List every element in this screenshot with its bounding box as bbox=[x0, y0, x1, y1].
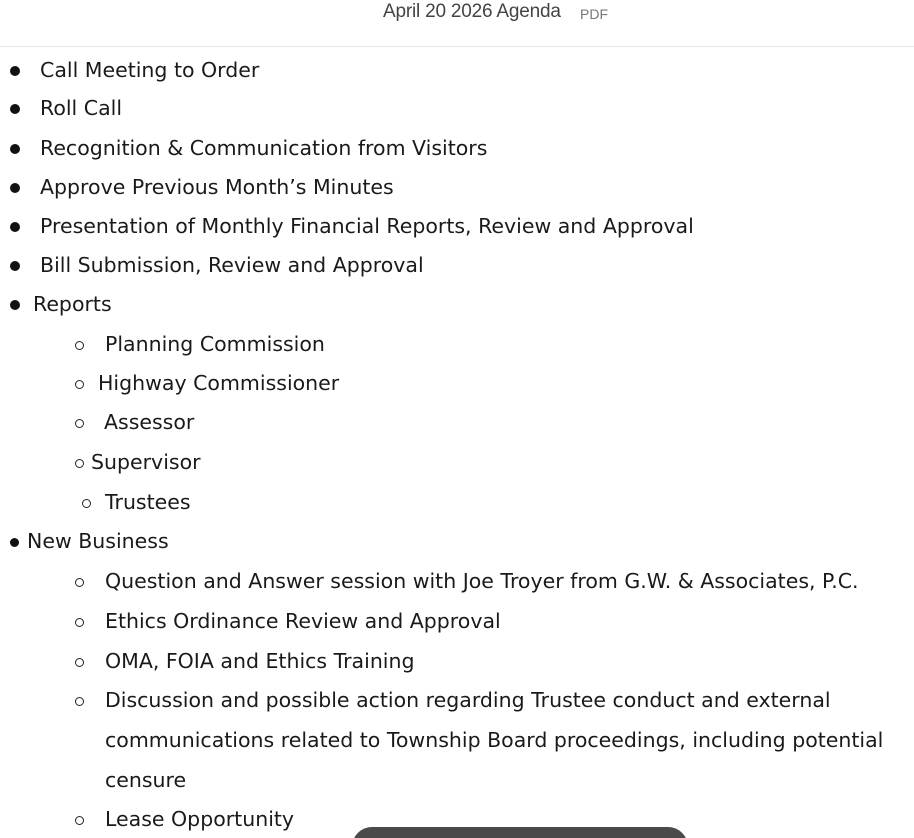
new-business-trustee-conduct-line3: censure bbox=[105, 768, 187, 792]
bullet-icon bbox=[10, 183, 20, 193]
new-business-trustee-conduct-line1: Discussion and possible action regarding Trustee conduct and external bbox=[105, 688, 831, 712]
agenda-item-roll-call: Roll Call bbox=[40, 96, 123, 120]
agenda-item-bill-submission: Bill Submission, Review and Approval bbox=[40, 253, 424, 277]
report-trustees: Trustees bbox=[105, 490, 191, 514]
new-business-lease-opportunity: Lease Opportunity bbox=[105, 807, 295, 831]
new-business-trustee-conduct-line2: communications related to Township Board proceedings, including potential bbox=[105, 728, 884, 752]
circle-bullet-icon bbox=[75, 816, 84, 825]
bullet-icon bbox=[10, 261, 20, 271]
circle-bullet-icon bbox=[75, 658, 84, 667]
circle-bullet-icon bbox=[75, 341, 84, 350]
agenda-item-new-business: New Business bbox=[27, 529, 169, 553]
bullet-icon bbox=[10, 222, 20, 232]
new-business-ethics-ordinance: Ethics Ordinance Review and Approval bbox=[105, 609, 501, 633]
bullet-icon bbox=[10, 144, 20, 154]
circle-bullet-icon bbox=[75, 459, 84, 468]
report-supervisor: Supervisor bbox=[91, 450, 201, 474]
bullet-icon bbox=[10, 538, 19, 547]
new-business-training: OMA, FOIA and Ethics Training bbox=[105, 649, 415, 673]
report-planning-commission: Planning Commission bbox=[105, 332, 325, 356]
agenda-item-reports: Reports bbox=[33, 292, 112, 316]
circle-bullet-icon bbox=[82, 499, 91, 508]
circle-bullet-icon bbox=[75, 419, 84, 428]
floating-toolbar[interactable] bbox=[352, 827, 688, 838]
circle-bullet-icon bbox=[75, 380, 84, 389]
circle-bullet-icon bbox=[75, 578, 84, 587]
bullet-icon bbox=[10, 104, 20, 114]
new-business-qa-session: Question and Answer session with Joe Troyer from G.W. & Associates, P.C. bbox=[105, 569, 859, 593]
agenda-item-call-to-order: Call Meeting to Order bbox=[40, 58, 260, 82]
agenda-item-visitors: Recognition & Communication from Visitors bbox=[40, 136, 488, 160]
agenda-item-financial-reports: Presentation of Monthly Financial Reports, Review and Approval bbox=[40, 214, 694, 238]
circle-bullet-icon bbox=[75, 618, 84, 627]
file-type-label: PDF bbox=[580, 6, 608, 22]
agenda-item-minutes: Approve Previous Month’s Minutes bbox=[40, 175, 394, 199]
document-title: April 20 2026 Agenda bbox=[383, 1, 561, 22]
circle-bullet-icon bbox=[75, 697, 84, 706]
report-assessor: Assessor bbox=[104, 410, 195, 434]
report-highway-commissioner: Highway Commissioner bbox=[98, 371, 340, 395]
bullet-icon bbox=[10, 300, 20, 310]
document-header bbox=[0, 0, 914, 47]
bullet-icon bbox=[10, 66, 20, 76]
